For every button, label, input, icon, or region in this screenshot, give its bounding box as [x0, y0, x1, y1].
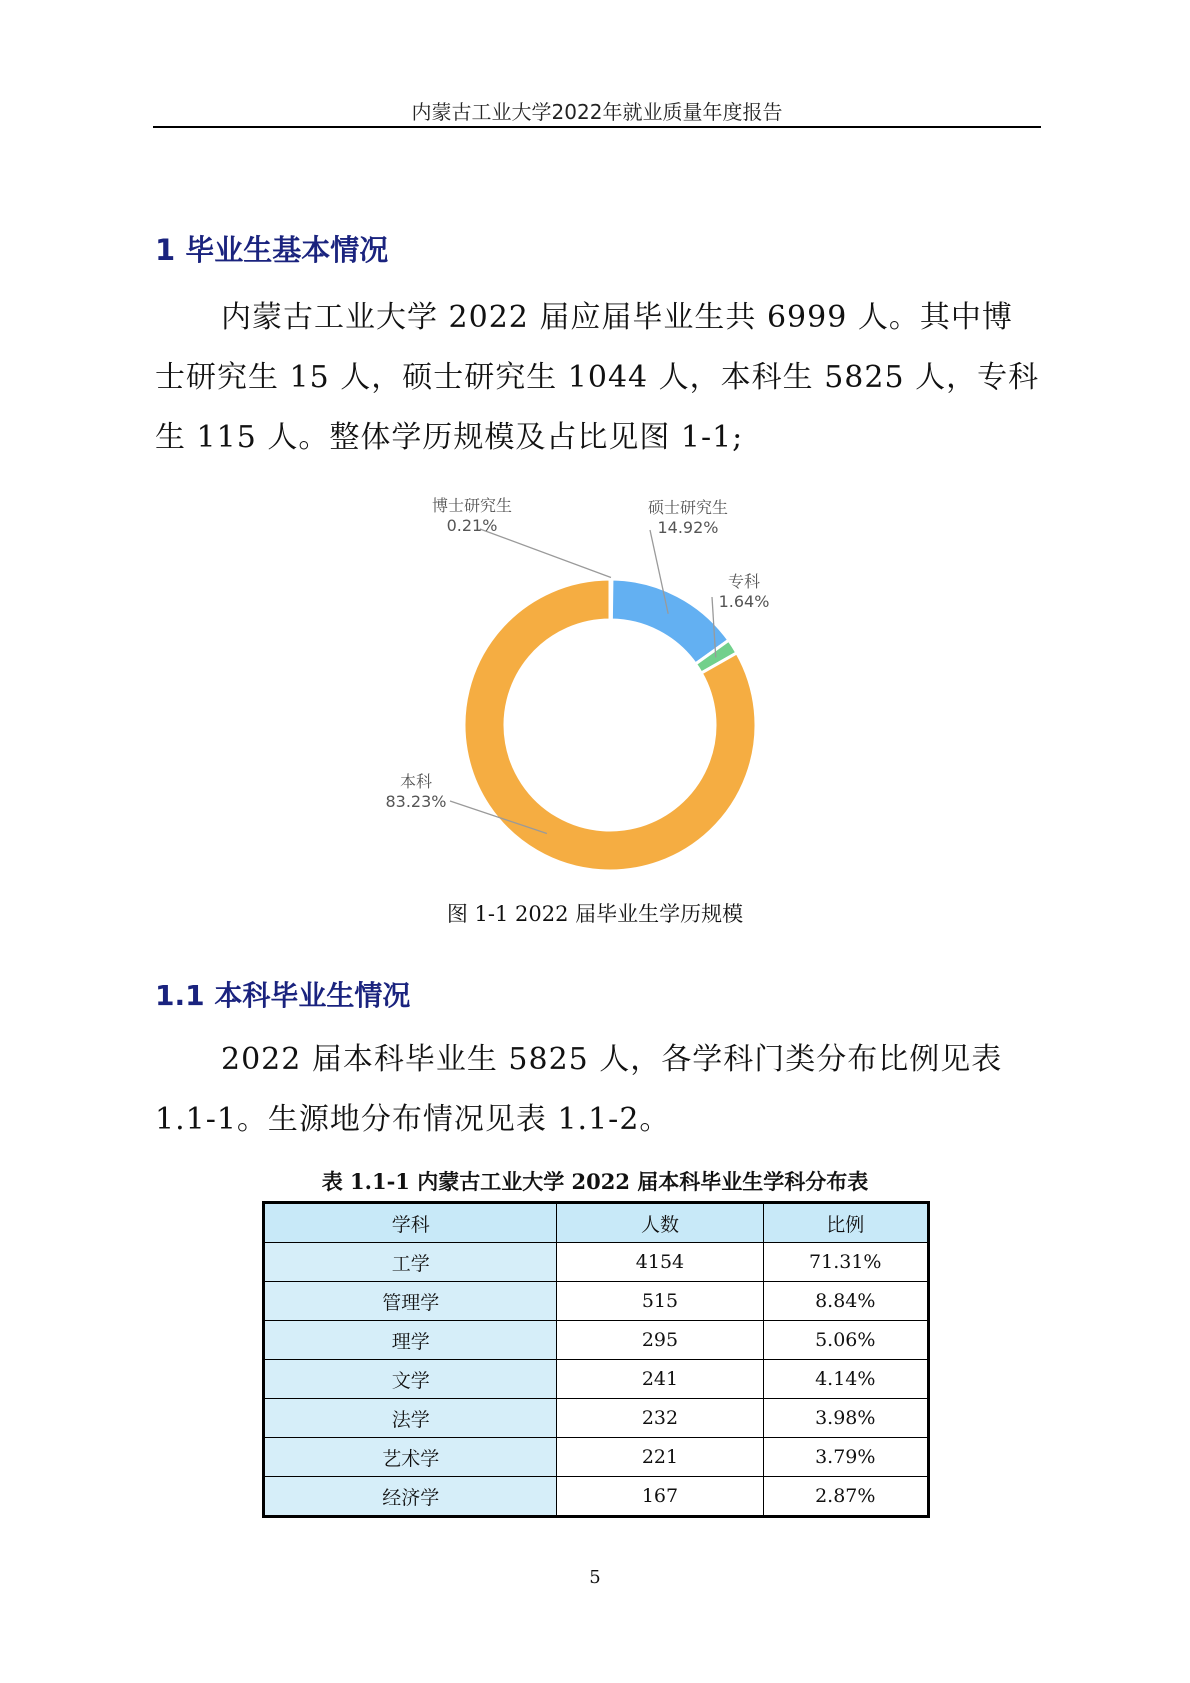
slice-value-3: 83.23% [385, 792, 447, 811]
table-cell: 241 [557, 1360, 763, 1399]
page-number: 5 [589, 1567, 601, 1588]
slice-label-2: 专科 [727, 572, 761, 591]
table-cell: 艺术学 [264, 1438, 557, 1477]
table-cell: 工学 [264, 1243, 557, 1282]
table-cell: 515 [557, 1282, 763, 1321]
leader-line-0 [480, 529, 611, 578]
table-cell: 2.87% [763, 1477, 928, 1517]
page-header: 内蒙古工业大学2022年就业质量年度报告 [411, 100, 783, 124]
table-cell: 3.79% [763, 1438, 928, 1477]
section-heading-1: 1 毕业生基本情况 [155, 233, 389, 267]
slice-label-1: 硕士研究生 [647, 498, 729, 517]
table-cell: 法学 [264, 1399, 557, 1438]
table-cell: 管理学 [264, 1282, 557, 1321]
table-cell: 经济学 [264, 1477, 557, 1517]
table-cell: 文学 [264, 1360, 557, 1399]
table-row [264, 1321, 929, 1360]
table-row [264, 1282, 929, 1321]
table-cell: 理学 [264, 1321, 557, 1360]
table-cell: 8.84% [763, 1282, 928, 1321]
header-rule [153, 126, 1041, 128]
section-heading-1-1: 1.1 本科毕业生情况 [155, 979, 411, 1012]
table-header-row [264, 1203, 929, 1243]
table-header-cell: 人数 [557, 1203, 763, 1243]
donut-svg [380, 495, 860, 875]
section-1-paragraph: 内蒙古工业大学 2022 届应届毕业生共 6999 人。其中博士研究生 15 人，硕士研究生 1044 人，本科生 5825 人，专科生 115 人。整体学历规模及占比见图 1-1; [155, 300, 1040, 455]
table-row [264, 1399, 929, 1438]
table-cell: 4.14% [763, 1360, 928, 1399]
section-1-1-paragraph: 2022 届本科毕业生 5825 人，各学科门类分布比例见表 1.1-1。生源地分布情况见表 1.1-2。 [155, 1042, 1003, 1137]
table-cell: 3.98% [763, 1399, 928, 1438]
table-cell: 295 [557, 1321, 763, 1360]
slice-value-2: 1.64% [718, 592, 770, 611]
table-header-cell: 比例 [763, 1203, 928, 1243]
table-cell: 5.06% [763, 1321, 928, 1360]
slice-value-1: 14.92% [657, 518, 719, 537]
table-cell: 232 [557, 1399, 763, 1438]
slice-value-0: 0.21% [446, 516, 498, 535]
table-row [264, 1477, 929, 1517]
table-cell: 4154 [557, 1243, 763, 1282]
table-cell: 221 [557, 1438, 763, 1477]
table-cell: 71.31% [763, 1243, 928, 1282]
table-cell: 167 [557, 1477, 763, 1517]
slice-label-0: 博士研究生 [431, 496, 513, 515]
table-header-cell: 学科 [264, 1203, 557, 1243]
figure-caption: 图 1-1 2022 届毕业生学历规模 [446, 902, 744, 926]
table-title: 表 1.1-1 内蒙古工业大学 2022 届本科毕业生学科分布表 [321, 1169, 869, 1194]
degree-donut-chart [380, 495, 860, 875]
table-row [264, 1243, 929, 1282]
slice-label-3: 本科 [399, 772, 433, 791]
table-row [264, 1360, 929, 1399]
table-row [264, 1438, 929, 1477]
discipline-table [262, 1201, 930, 1518]
